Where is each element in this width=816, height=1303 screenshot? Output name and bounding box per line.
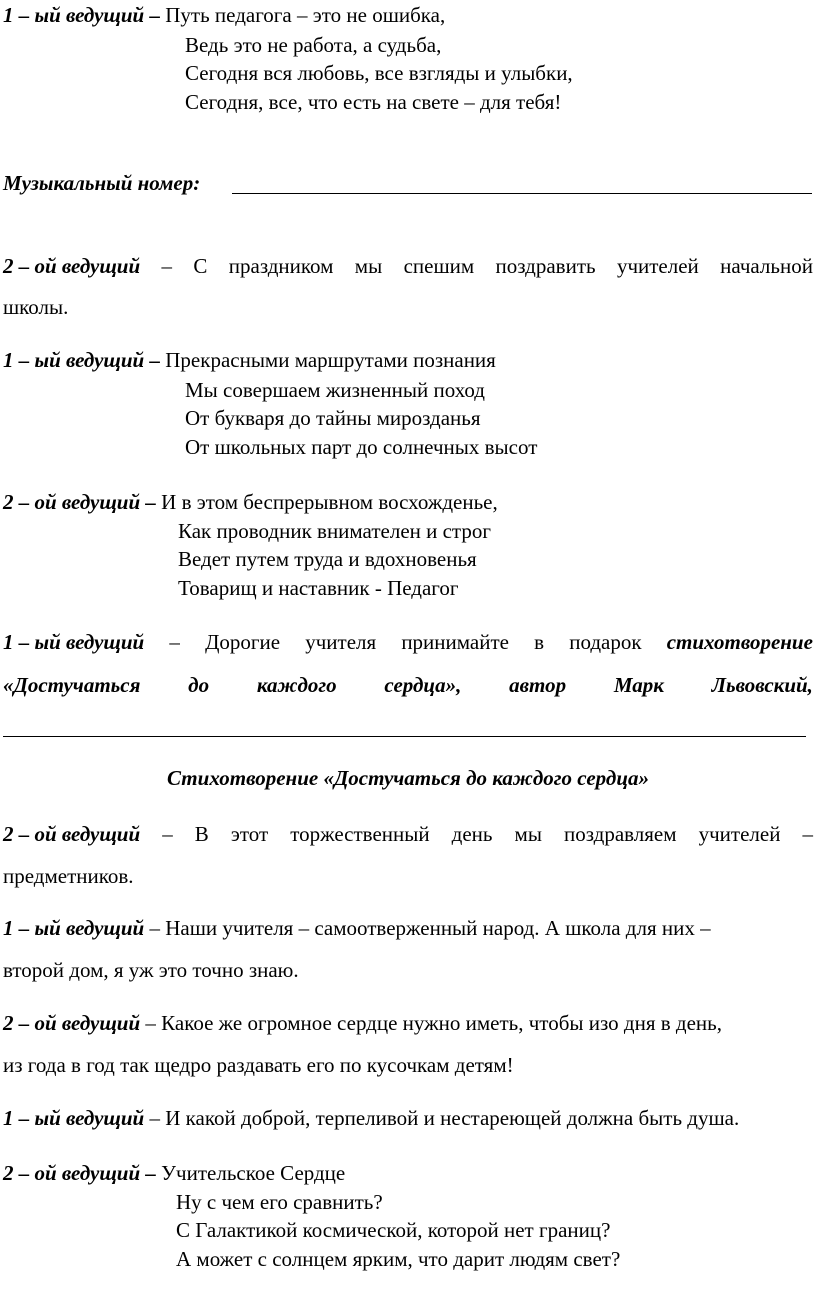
verse-line: Ведь это не работа, а судьба, (185, 33, 442, 57)
word: поздравить (495, 254, 596, 278)
verse-line: Ведет путем труда и вдохновенья (178, 547, 477, 571)
word: учителя (305, 630, 377, 654)
paragraph-line (3, 256, 813, 277)
paragraph-line: из года в год так щедро раздавать его по кусочкам детям! (3, 1053, 514, 1077)
word: Марк (613, 673, 664, 697)
word: – (161, 254, 173, 278)
verse-line: Учительское Сердце (161, 1161, 346, 1185)
word: в (534, 630, 545, 654)
dash: – (140, 1161, 162, 1185)
music-number-label: Музыкальный номер: (3, 171, 201, 195)
word: мы (514, 822, 542, 846)
stanza-3-line-1 (3, 350, 496, 371)
paragraph-line: предметников. (3, 864, 134, 888)
paragraph-line (3, 1108, 739, 1129)
word: принимайте (401, 630, 509, 654)
word: начальной (720, 254, 813, 278)
speaker-label: 1 – ый ведущий (3, 348, 145, 372)
paragraph-line (3, 918, 711, 939)
speaker-label: 1 – ый ведущий (3, 630, 145, 654)
word: «Достучаться (3, 673, 141, 697)
word: сердца», (384, 673, 462, 697)
paragraph-line (3, 632, 813, 653)
word: учителей (616, 254, 699, 278)
paragraph-text: – И какой доброй, терпеливой и нестареющей должна быть душа. (144, 1106, 740, 1130)
paragraph-line: второй дом, я уж это точно знаю. (3, 958, 299, 982)
verse-line: Мы совершаем жизненный поход (185, 378, 485, 402)
paragraph-text: – Какое же огромное сердце нужно иметь, чтобы изо дня в день, (140, 1011, 722, 1035)
verse-line: И в этом беспрерывном восхожденье, (161, 490, 498, 514)
fill-in-line (3, 736, 806, 737)
stanza-1-line-1 (3, 5, 445, 26)
word: до (188, 673, 210, 697)
word: учителей (698, 822, 781, 846)
dash: – (144, 3, 166, 27)
dash: – (144, 348, 166, 372)
verse-line: А может с солнцем ярким, что дарит людям свет? (176, 1247, 621, 1271)
paragraph-line (3, 824, 813, 845)
stanza-4-line-1 (3, 492, 498, 513)
word: подарок (569, 630, 642, 654)
verse-line: С Галактикой космической, которой нет границ? (176, 1218, 611, 1242)
word: день (451, 822, 493, 846)
word: каждого (256, 673, 337, 697)
paragraph-line: школы. (3, 295, 69, 319)
verse-line: Как проводник внимателен и строг (178, 519, 491, 543)
fill-in-line (232, 193, 812, 194)
speaker-label: 2 – ой ведущий (3, 490, 141, 514)
verse-line: Сегодня вся любовь, все взгляды и улыбки, (185, 61, 573, 85)
word: Дорогие (205, 630, 281, 654)
verse-line: Сегодня, все, что есть на свете – для тебя! (185, 90, 562, 114)
speaker-label: 1 – ый ведущий (3, 3, 145, 27)
word: спешим (403, 254, 475, 278)
word: праздником (228, 254, 334, 278)
poem-title: Стихотворение «Достучаться до каждого сердца» (167, 766, 649, 790)
paragraph-text: – Наши учителя – самоотверженный народ. А школа для них – (144, 916, 711, 940)
word: мы (354, 254, 383, 278)
word: С (193, 254, 208, 278)
word: торжественный (290, 822, 430, 846)
speaker-label: 2 – ой ведущий (3, 822, 141, 846)
paragraph-line (3, 1013, 722, 1034)
dash: – (140, 490, 162, 514)
word-emphasis: стихотворение (666, 630, 813, 654)
word: – (802, 822, 813, 846)
verse-line: Товарищ и наставник - Педагог (178, 576, 459, 600)
speaker-label: 1 – ый ведущий (3, 916, 145, 940)
verse-line: Прекрасными маршрутами познания (165, 348, 496, 372)
word: В (194, 822, 209, 846)
paragraph-line (3, 675, 813, 696)
verse-line: От букваря до тайны мирозданья (185, 406, 481, 430)
word: – (169, 630, 180, 654)
word: поздравляем (564, 822, 677, 846)
speaker-label: 2 – ой ведущий (3, 1011, 141, 1035)
speaker-label: 2 – ой ведущий (3, 254, 141, 278)
word: автор (509, 673, 567, 697)
verse-line: От школьных парт до солнечных высот (185, 435, 538, 459)
stanza-10-line-1 (3, 1163, 345, 1184)
word: – (162, 822, 173, 846)
speaker-label: 2 – ой ведущий (3, 1161, 141, 1185)
verse-line: Путь педагога – это не ошибка, (165, 3, 446, 27)
speaker-label: 1 – ый ведущий (3, 1106, 145, 1130)
verse-line: Ну с чем его сравнить? (176, 1190, 383, 1214)
word: этот (230, 822, 269, 846)
word: Львовский, (711, 673, 813, 697)
